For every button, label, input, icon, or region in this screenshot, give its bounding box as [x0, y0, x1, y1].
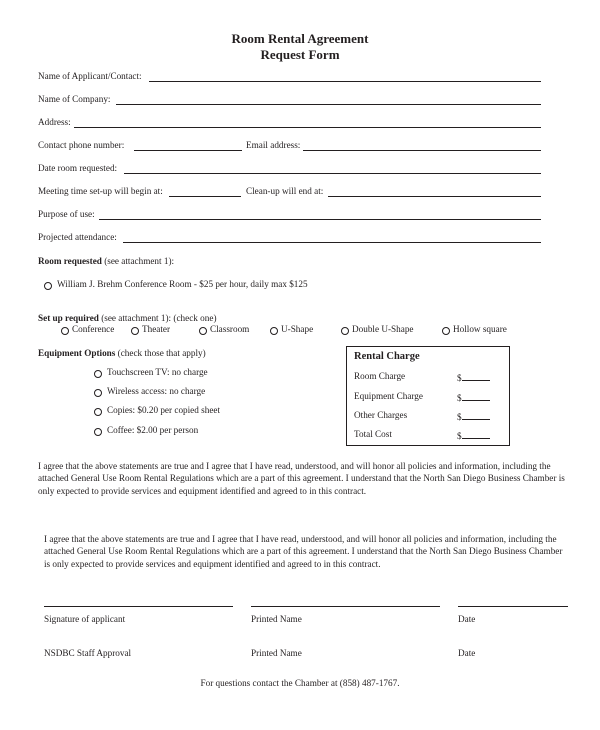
setup-radio-conference[interactable] — [61, 327, 69, 335]
setup-radio-classroom[interactable] — [199, 327, 207, 335]
printed-name-line-1[interactable] — [251, 606, 440, 607]
setup-radio-double-u-shape[interactable] — [341, 327, 349, 335]
date-requested-field[interactable] — [124, 173, 541, 174]
form-title-line1: Room Rental Agreement — [231, 31, 369, 46]
purpose-field[interactable] — [99, 219, 541, 220]
setup-row — [38, 313, 217, 323]
applicant-signature-label: Signature of applicant — [44, 614, 126, 624]
total-cost-value[interactable] — [457, 429, 490, 441]
purpose-label: Purpose of use: — [38, 209, 95, 219]
date-requested-label: Date room requested: — [38, 163, 118, 173]
company-label: Name of Company: — [38, 94, 111, 104]
footer-contact: For questions contact the Chamber at (858) 487-1767. — [200, 678, 400, 688]
equipment-check-copies[interactable] — [94, 408, 102, 416]
setup-note: (see attachment 1): (check one) — [101, 313, 217, 323]
room-charge-blank[interactable] — [462, 371, 490, 381]
equipment-label-tv: Touchscreen TV: no charge — [107, 367, 208, 377]
equipment-label-wireless: Wireless access: no charge — [107, 386, 206, 396]
address-label: Address: — [38, 117, 71, 127]
setup-time-field[interactable] — [169, 196, 241, 197]
setup-radio-theater[interactable] — [131, 327, 139, 335]
equipment-charge-currency: $ — [457, 393, 462, 403]
rental-charge-heading: Rental Charge — [354, 351, 420, 362]
applicant-field[interactable] — [149, 81, 541, 82]
total-cost-blank[interactable] — [462, 429, 490, 439]
printed-name-label-1: Printed Name — [251, 614, 302, 624]
setup-label-hollow-square: Hollow square — [453, 324, 507, 334]
setup-label-u-shape: U-Shape — [281, 324, 314, 334]
setup-heading: Set up required — [38, 313, 99, 323]
equipment-check-wireless[interactable] — [94, 389, 102, 397]
room-requested-row — [38, 256, 174, 266]
room-charge-label: Room Charge — [354, 371, 406, 381]
agreement-paragraph-1: I agree that the above statements are true and I agree that I have read, understood, and will honor all policies and information, including the attached General Use Room Rental Regulations which are a part of this agreement. I understand that the North San Diego Business Chamber is only expected to provide services and equipment identified and agreed to in this contract. — [38, 461, 565, 496]
setup-time-label: Meeting time set-up will begin at: — [38, 186, 163, 196]
equipment-charge-label: Equipment Charge — [354, 391, 423, 401]
applicant-label: Name of Applicant/Contact: — [38, 71, 142, 81]
email-label: Email address: — [246, 140, 301, 150]
other-charges-blank[interactable] — [462, 410, 490, 420]
address-field[interactable] — [74, 127, 541, 128]
company-field[interactable] — [116, 104, 541, 105]
equipment-note: (check those that apply) — [117, 348, 206, 358]
attendance-label: Projected attendance: — [38, 232, 117, 242]
other-charges-value[interactable] — [457, 410, 490, 422]
date-label-2: Date — [458, 648, 476, 658]
other-charges-currency: $ — [457, 412, 462, 422]
agreement-paragraph-2: I agree that the above statements are true and I agree that I have read, understood, and will honor all policies and information, including the attached General Use Room Rental Regulations which are a part of this agreement. I understand that the North San Diego Business Chamber is only expected to provide services and equipment identified and agreed to in this contract. — [44, 534, 563, 569]
equipment-charge-blank[interactable] — [462, 391, 490, 401]
equipment-check-coffee[interactable] — [94, 428, 102, 436]
printed-name-label-2: Printed Name — [251, 648, 302, 658]
setup-label-theater: Theater — [142, 324, 171, 334]
setup-radio-hollow-square[interactable] — [442, 327, 450, 335]
cleanup-time-label: Clean-up will end at: — [246, 186, 324, 196]
form-title-line2: Request Form — [260, 47, 340, 62]
room-option-label: William J. Brehm Conference Room - $25 per hour, daily max $125 — [57, 279, 308, 289]
staff-approval-label: NSDBC Staff Approval — [44, 648, 132, 658]
equipment-heading: Equipment Options — [38, 348, 116, 358]
equipment-charge-value[interactable] — [457, 391, 490, 403]
setup-radio-u-shape[interactable] — [270, 327, 278, 335]
date-label-1: Date — [458, 614, 476, 624]
setup-label-conference: Conference — [72, 324, 115, 334]
room-requested-note: (see attachment 1): — [104, 256, 175, 266]
room-requested-heading: Room requested — [38, 256, 102, 266]
room-charge-value[interactable] — [457, 371, 490, 383]
equipment-check-tv[interactable] — [94, 370, 102, 378]
total-cost-currency: $ — [457, 431, 462, 441]
phone-field[interactable] — [134, 150, 242, 151]
applicant-signature-line[interactable] — [44, 606, 233, 607]
equipment-row — [38, 348, 206, 358]
equipment-label-copies: Copies: $0.20 per copied sheet — [107, 405, 221, 415]
email-field[interactable] — [303, 150, 541, 151]
other-charges-label: Other Charges — [354, 410, 408, 420]
room-charge-currency: $ — [457, 373, 462, 383]
date-line-1[interactable] — [458, 606, 568, 607]
setup-label-double-u-shape: Double U-Shape — [352, 324, 414, 334]
cleanup-time-field[interactable] — [328, 196, 541, 197]
phone-label: Contact phone number: — [38, 140, 125, 150]
setup-label-classroom: Classroom — [210, 324, 250, 334]
equipment-label-coffee: Coffee: $2.00 per person — [107, 425, 199, 435]
attendance-field[interactable] — [123, 242, 541, 243]
total-cost-label: Total Cost — [354, 429, 392, 439]
room-option-radio[interactable] — [44, 282, 52, 290]
